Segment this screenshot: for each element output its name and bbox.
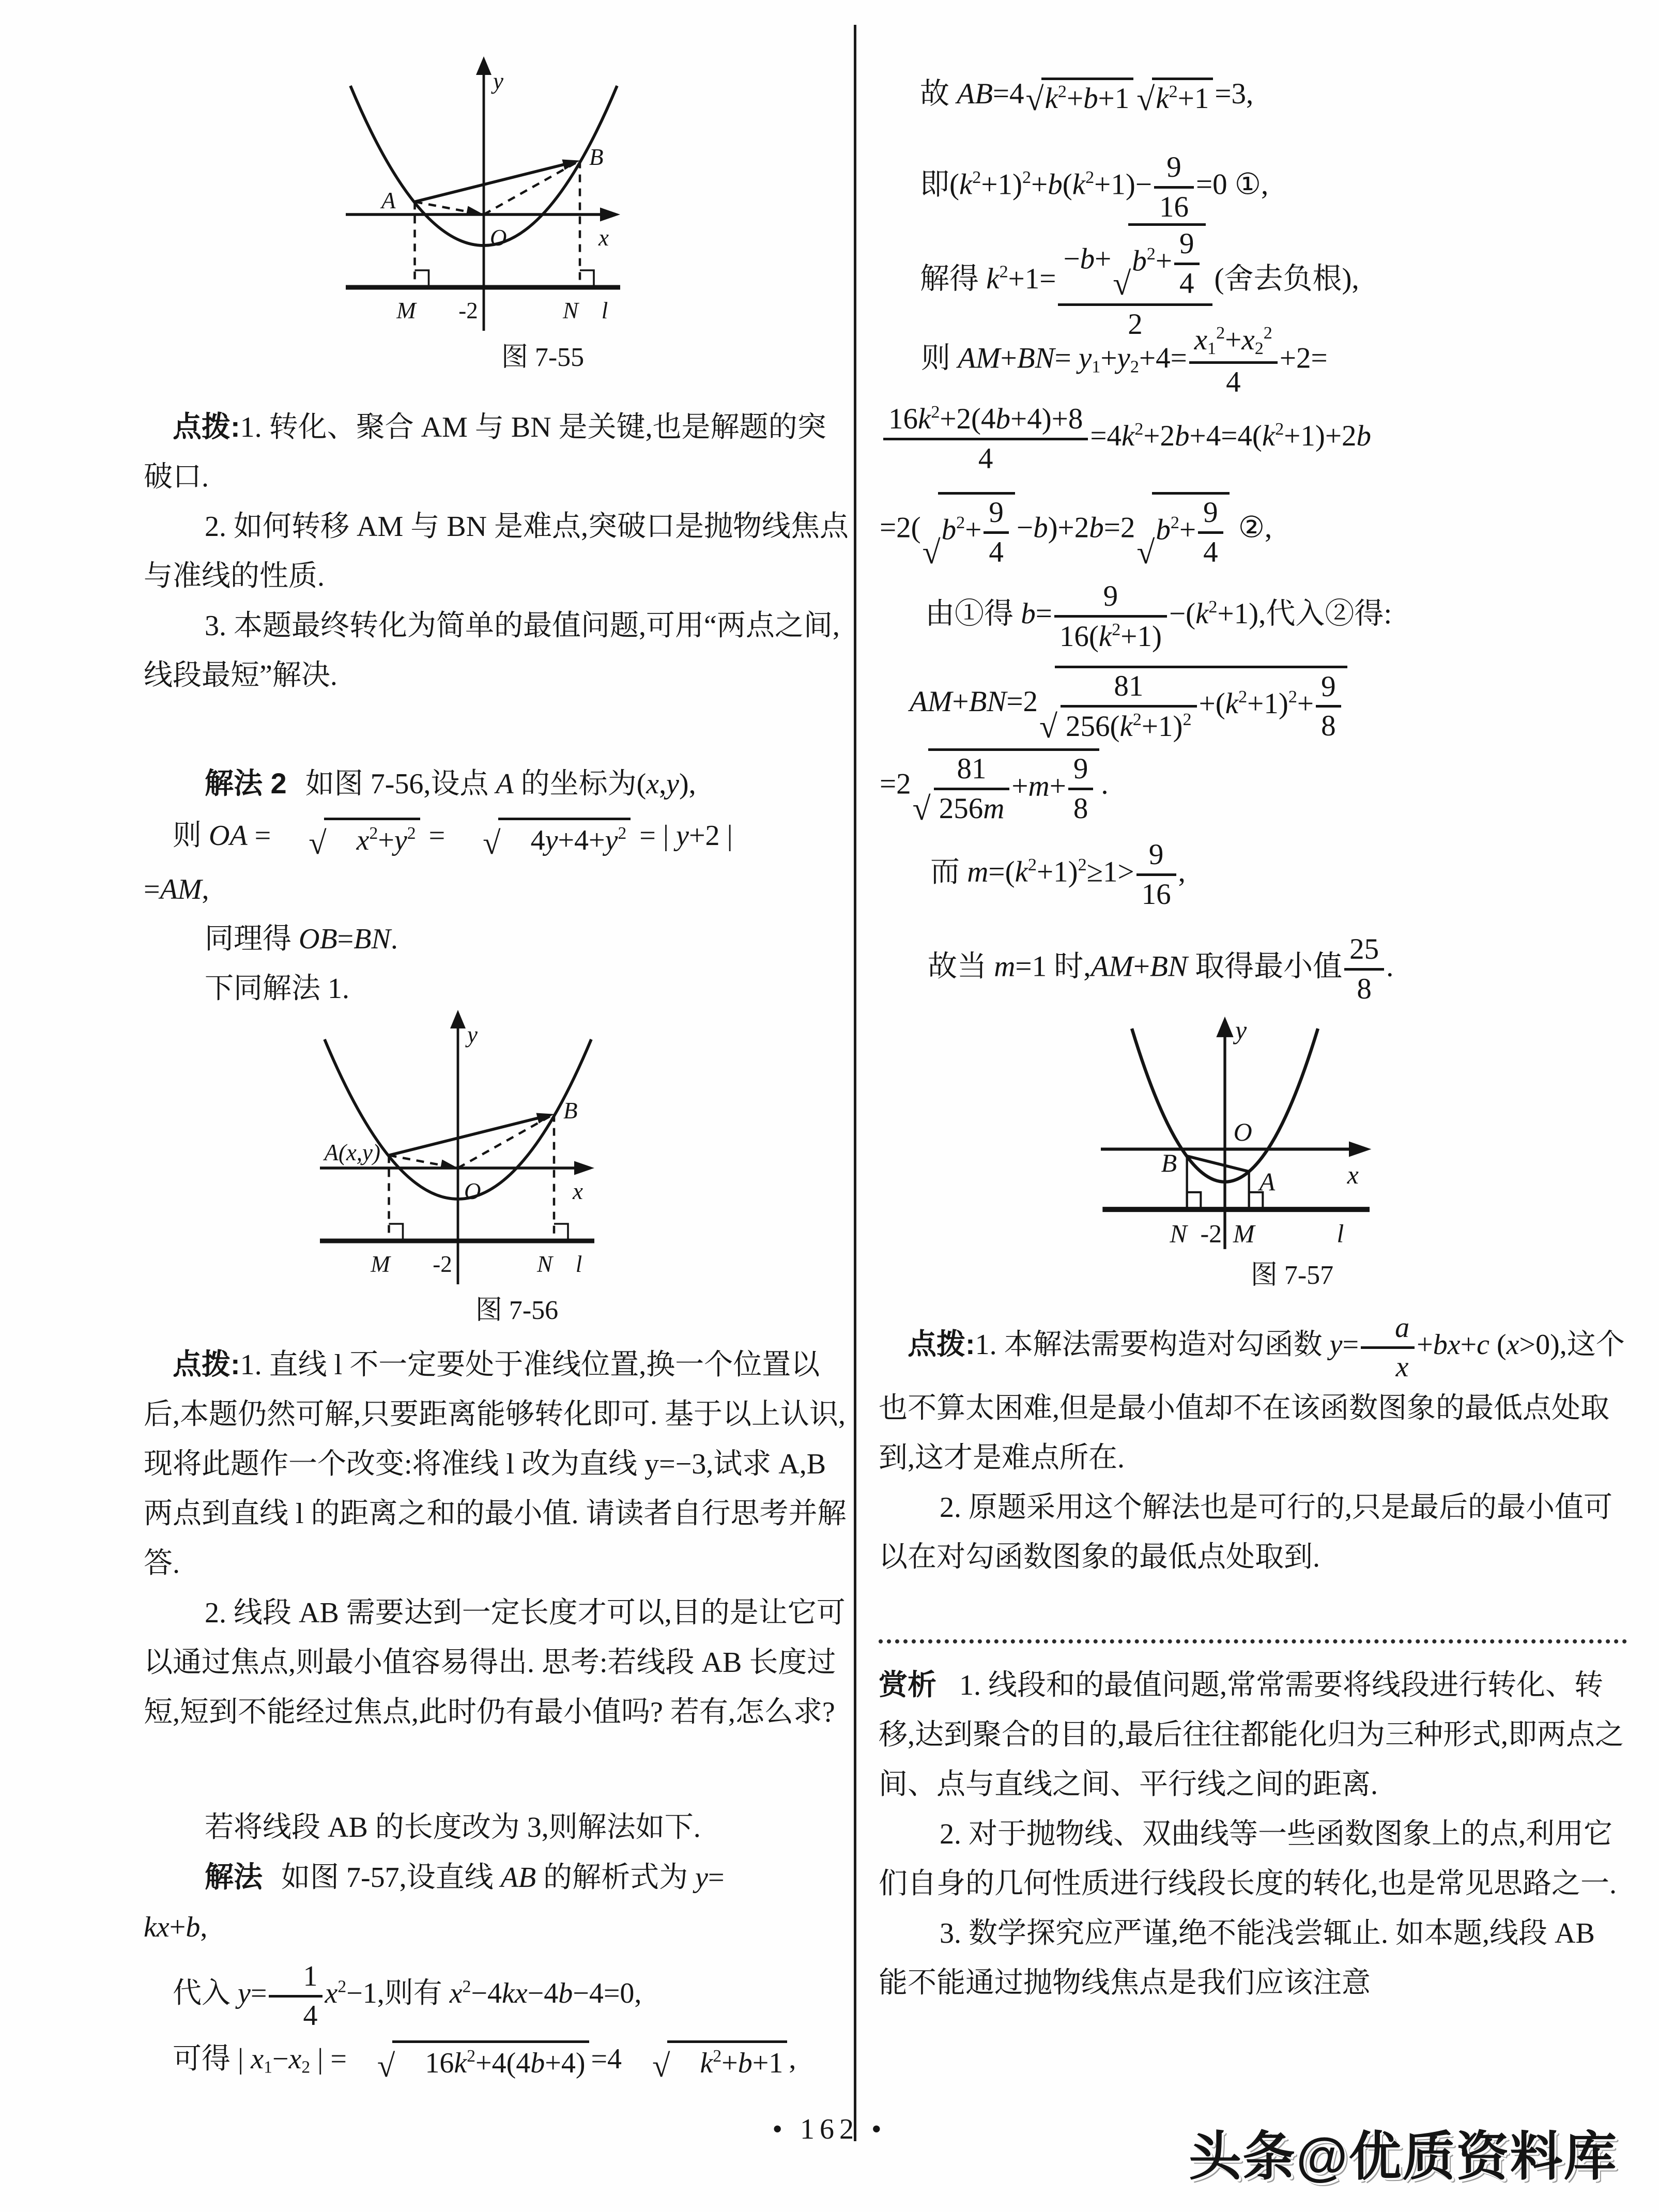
- right-angle-mark-n: [580, 270, 594, 287]
- paragraph: 2. 线段 AB 需要达到一定长度才可以,目的是让它可以通过焦点,则最小值容易得出. 思考:若线段 AB 长度过短,短到不能经过焦点,此时仍有最小值吗? 若有,怎么求?: [144, 1597, 846, 1728]
- equation-kxb: kx+b,: [144, 1911, 208, 1943]
- equation-6: =2( √ $b^2+$ $\frac{9}{4}$ −b)+2b=2 √ $b^2+$ $\frac{9}{4}$ ②,: [880, 492, 1272, 569]
- axis-label-y: y: [1235, 1016, 1247, 1045]
- page-number: • 162 •: [772, 2113, 887, 2145]
- jiefa-label: 解法: [205, 1861, 263, 1893]
- equation-am: =AM,: [144, 873, 209, 905]
- equation-7: 由①得 b= $\frac{9}{16(k^2+1)}$ $-(k^2+1)$,代入②得:: [925, 580, 1392, 653]
- tick-label-neg2: -2: [458, 298, 478, 324]
- paragraph: [144, 1852, 851, 1902]
- equation-kede: 可得 | x1−x2 | = √ $16k^2+4(4b+4)$ =4 √ $k^2+b+1$ ,: [144, 2040, 851, 2083]
- origin-label: O: [464, 1178, 481, 1204]
- equation-4: 则 AM+BN= y1+y2+4= $\frac{x1^2+x2^2}{4}$ +2=: [921, 324, 1328, 398]
- equation-10: 而 $m=(k^2+1)^2\ge 1>$ $\frac{9}{16}$ ,: [930, 838, 1186, 911]
- axis-label-y: y: [467, 1022, 478, 1048]
- equation-2: 即$(k^2+1)^2+b(k^2+1)-$ $\frac{9}{16}$ =0 ①,: [920, 151, 1269, 223]
- equation-5: $\frac{16k^2+2(4b+4)+8}{4}$ $=4k^2+2b+4=4(k^2+1)+2b$: [881, 402, 1371, 475]
- paragraph: [879, 1660, 1627, 1809]
- line-label-l: l: [1337, 1219, 1344, 1248]
- figure-7-56: [284, 1005, 749, 1315]
- axis-label-x: x: [598, 225, 609, 251]
- watermark: 头条@优质资料库: [1189, 2127, 1618, 2186]
- equation-9: =2 √ $\frac{81}{256m}$ +m+ $\frac{9}{8}$ .: [880, 748, 1109, 825]
- solution-block: [144, 1803, 851, 2087]
- jiefa2-label: 解法 2: [205, 767, 287, 800]
- point-label-n: N: [1170, 1219, 1187, 1248]
- equation-11: 故当 m=1 时,AM+BN 取得最小值 $\frac{25}{8}$ .: [928, 933, 1394, 1005]
- point-label-m: M: [396, 298, 416, 324]
- paragraph: 2. 如何转移 AM 与 BN 是难点,突破口是抛物线焦点与准线的性质.: [144, 511, 849, 592]
- paragraph: [144, 1340, 851, 1588]
- column-divider: [854, 25, 856, 2141]
- figure-7-55-caption: 图 7-55: [501, 343, 585, 372]
- point-label-m: M: [371, 1251, 390, 1277]
- dianbo-label: 点拨:: [173, 410, 240, 443]
- dianbo-1-block: [144, 402, 851, 700]
- tick-label-neg2: -2: [433, 1251, 452, 1277]
- paragraph-text: 如图 7-56,设点 A 的坐标为(x,y),: [305, 768, 696, 800]
- jiefa-2-block: [144, 759, 851, 1013]
- right-angle-mark-n: [554, 1224, 568, 1241]
- line-label-l: l: [575, 1251, 582, 1277]
- paragraph-text: 1. 转化、聚合 AM 与 BN 是关键,也是解题的突破口.: [144, 411, 826, 493]
- tick-label-neg2: -2: [1200, 1219, 1222, 1248]
- axis-label-x: x: [1347, 1160, 1359, 1190]
- y-axis-arrow: [450, 1010, 466, 1028]
- point-label-a: A: [1259, 1167, 1276, 1196]
- paragraph: [879, 1312, 1627, 1483]
- point-label-b: B: [563, 1098, 578, 1124]
- figure-7-56-caption: 图 7-56: [475, 1296, 559, 1325]
- chord-ab: [415, 162, 574, 202]
- axis-label-x: x: [573, 1178, 583, 1204]
- paragraph: 同理得 OB=BN.: [205, 923, 398, 955]
- equation-3: 解得 $k^2+1=$ −b+ √ $b^2+$ $\frac{9}{4}$ 2 (舍去负根),: [920, 222, 1359, 341]
- paragraph-text: 1. 线段和的最值问题,常常需要将线段进行转化、转移,达到聚合的目的,最后往往都能化归为三种形式,即两点之间、点与直线之间、平行线之间的距离.: [879, 1669, 1624, 1801]
- figure-7-55: [310, 52, 775, 362]
- right-angle-mark-m: [389, 1224, 403, 1241]
- line-label-l: l: [601, 298, 608, 324]
- dianbo-2-block: [144, 1340, 851, 1737]
- shangxi-label: 赏析: [879, 1668, 936, 1701]
- axis-label-y: y: [493, 68, 503, 94]
- paragraph: 2. 原题采用这个解法也是可行的,只是最后的最小值可以在对勾函数图象的最低点处取到.: [879, 1491, 1612, 1573]
- point-label-n: N: [536, 1251, 553, 1277]
- paragraph-text: 如图 7-57,设直线 AB 的解析式为 y=: [281, 1862, 725, 1894]
- y-axis-arrow: [1216, 1017, 1233, 1037]
- paragraph: 下同解法 1.: [205, 972, 349, 1005]
- dianbo-3-block: [879, 1312, 1627, 1582]
- paragraph: 3. 数学探究应严谨,绝不能浅尝辄止. 如本题,线段 AB 能不能通过抛物线焦点是我们应该注意: [879, 1917, 1595, 1999]
- figure-7-57-caption: 图 7-57: [1250, 1261, 1334, 1290]
- origin-label: O: [1233, 1117, 1252, 1146]
- point-label-b: B: [589, 144, 604, 170]
- equation-1: 故 AB=4 √ $k^2+b+1$ √ $k^2+1$ =3,: [920, 78, 1254, 117]
- x-axis-arrow: [574, 1161, 594, 1175]
- chord-ab: [389, 1116, 548, 1156]
- paragraph: 2. 对于抛物线、双曲线等一些函数图象上的点,利用它们自身的几何性质进行线段长度的转化,也是常见思路之一.: [879, 1818, 1617, 1900]
- point-label-a: A: [381, 188, 396, 213]
- point-label-a: A(x,y): [324, 1140, 380, 1165]
- x-axis-arrow: [1349, 1142, 1371, 1157]
- point-label-b: B: [1161, 1148, 1177, 1177]
- equation-dairu: 代入 y= $\frac{1}{4}$ $x^2-1$,则有 $x^2-4kx-4b-4=0$,: [173, 1960, 642, 2032]
- paragraph-text: 1. 直线 l 不一定要处于准线位置,换一个位置以后,本题仍然可解,只要距离能够转化即可. 基于以上认识,现将此题作一个改变:将准线 l 改为直线 y=−3,试求 A,B 两点到直线 l 的距离之和的最小值. 请读者自行思考并解答.: [144, 1349, 847, 1579]
- dianbo-label: 点拨:: [173, 1348, 240, 1380]
- paragraph: [144, 759, 851, 809]
- dotted-separator: [879, 1639, 1627, 1643]
- figure-7-57: [1034, 1008, 1550, 1353]
- paragraph: [144, 402, 851, 502]
- origin-label: O: [490, 225, 507, 251]
- paragraph-text: 1. 本解法需要构造对勾函数 y= $\frac{a}{x}$ +bx+c (x>0),这个也不算太困难,但是最小值却不在该函数图象的最低点处取到,这才是难点所在.: [879, 1312, 1625, 1474]
- equation-oa: 则 OA = √ $x^2+y^2$ = √ $4y+4+y^2$ = | y+2 |: [144, 817, 851, 859]
- paragraph: 若将线段 AB 的长度改为 3,则解法如下.: [205, 1811, 701, 1844]
- paragraph: 3. 本题最终转化为简单的最值问题,可用“两点之间,线段最短”解决.: [144, 610, 840, 692]
- y-axis-arrow: [476, 56, 491, 75]
- right-angle-mark-m: [415, 270, 429, 287]
- equation-8: AM+BN=2 √ $\frac{81}{256(k^2+1)^2}$ $+(k^2+1)^2+$ $\frac{9}{8}$: [910, 666, 1349, 743]
- dianbo-label: 点拨:: [908, 1328, 975, 1361]
- x-axis-arrow: [600, 208, 620, 222]
- point-label-m: M: [1233, 1219, 1255, 1248]
- point-label-n: N: [562, 298, 579, 324]
- shangxi-block: [879, 1660, 1627, 2008]
